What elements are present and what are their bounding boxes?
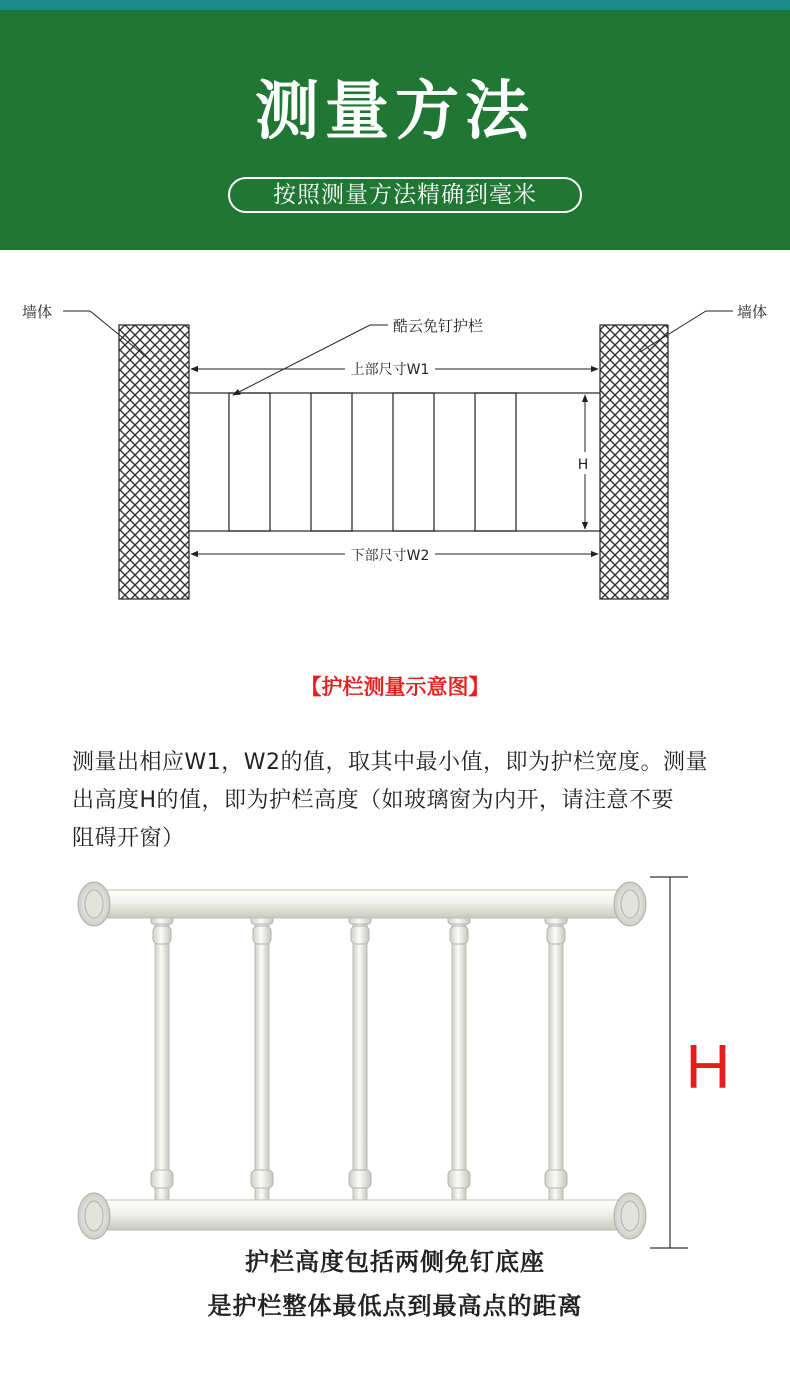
height-note-line-2: 是护栏整体最低点到最高点的距离 bbox=[207, 1292, 583, 1320]
top-accent-strip bbox=[0, 0, 790, 10]
vertical-posts bbox=[155, 920, 563, 1210]
top-rail bbox=[92, 890, 632, 918]
product-label: 酷云免钉护栏 bbox=[393, 317, 484, 335]
page-title: 测量方法 bbox=[255, 75, 535, 149]
instruction-line-1: 测量出相应W1，W2的值，取其中最小值，即为护栏宽度。测量 bbox=[72, 750, 709, 775]
h-label: H bbox=[577, 457, 589, 473]
left-wall-label: 墙体 bbox=[22, 303, 53, 321]
railing-frame bbox=[189, 393, 600, 531]
w1-label: 上部尺寸W1 bbox=[350, 362, 430, 378]
instruction-line-3: 阻碍开窗） bbox=[72, 826, 185, 851]
height-note bbox=[0, 1240, 790, 1328]
right-wall-label: 墙体 bbox=[737, 303, 768, 321]
instruction-line-2: 出高度H的值，即为护栏高度（如玻璃窗为内开，请注意不要 bbox=[72, 788, 675, 813]
instruction-paragraph bbox=[72, 744, 732, 858]
height-note-line-1: 护栏高度包括两侧免钉底座 bbox=[245, 1248, 545, 1276]
height-bracket bbox=[650, 877, 688, 1248]
railing-photo bbox=[0, 860, 790, 1260]
bottom-rail bbox=[92, 1200, 632, 1230]
measurement-diagram bbox=[0, 280, 790, 620]
height-label: H bbox=[685, 1033, 731, 1102]
diagram-caption: 【护栏测量示意图】 bbox=[300, 675, 490, 699]
w2-label: 下部尺寸W2 bbox=[350, 548, 430, 564]
subtitle-pill: 按照测量方法精确到毫米 bbox=[228, 177, 582, 213]
right-wall bbox=[600, 325, 668, 599]
left-wall bbox=[119, 325, 189, 599]
